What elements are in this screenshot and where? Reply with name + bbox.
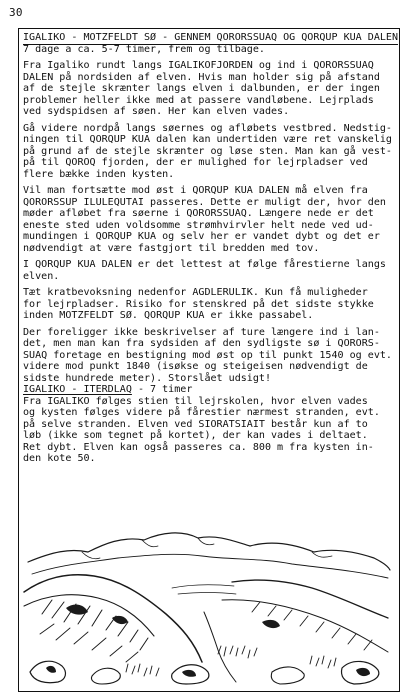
page-number: 30 bbox=[9, 6, 23, 19]
paragraph-6: Der foreligger ikke beskrivelser af ture længere ind i lan- det, men man kan fra sydsiden af den sydligste sø i QORORS- SUAQ foretage en bestigning mod øst op til punkt 1540 og evt. videre mod punkt 1840 (isøkse og steigeisen nødvendigt de sidste hundrede meter). Storslået udsigt! bbox=[23, 326, 392, 384]
route-text bbox=[23, 32, 399, 465]
landscape-sketch-icon bbox=[22, 522, 394, 687]
paragraph-2: Gå videre nordpå langs søernes og afløbets vestbred. Nedstig- ningen til QORQUP KUA dalen kan undertiden være ret vanskelig på grund af de stejle skrænter og løse sten. Man kan gå vest- på til QOROQ fjorden, der er mulighed for lejrpladser ved flere bække inden kysten. bbox=[23, 122, 392, 180]
paragraph-5: Tæt kratbevoksning nedenfor AGDLERULIK. Kun få muligheder for lejrpladser. Risiko for stenskred på det sidste stykke inden MOTZFELDT SØ. QORQUP KUA er ikke passabel. bbox=[23, 287, 374, 321]
section2-title: IGALIKO - ITERDLAQ bbox=[23, 384, 132, 395]
section2-duration: - 7 timer bbox=[131, 384, 193, 395]
paragraph-1: Fra Igaliko rundt langs IGALIKOFJORDEN og ind i QORORSSUAQ DALEN på nordsiden af elven. Hvis man holder sig på afstand af de stejle skrænter langs elven i dalbunden, er der ingen problemer heller ikke med at passere vandløbene. Lejrplads ved sydspidsen af søen. Her kan elven vades. bbox=[23, 60, 380, 117]
section-heading-igaliko-iterdlaq bbox=[23, 384, 395, 396]
paragraph-4: I QORQUP KUA DALEN er det lettest at følge fårestierne langs elven. bbox=[23, 259, 386, 282]
section1-duration: 7 dage a ca. 5-7 timer, frem og tilbage. bbox=[23, 43, 265, 55]
paragraph-3: Vil man fortsætte mod øst i QORQUP KUA DALEN må elven fra QORORSSUP ILULEQUTAI passeres. Dette er muligt der, hvor den møder afløbet fra søerne i QORORSSUAQ. Længere nede er det eneste sted uden voldsomme strømhvirvler helt nede ved ud- mundingen i QORQUP KUA og selv her er vandet dybt og det er nødvendigt at være fastgjort til bredden med tov. bbox=[23, 185, 386, 254]
paragraph-7: Fra IGALIKO følges stien til lejrskolen, hvor elven vades og kysten følges videre på fårestier nærmest stranden, evt. på selve stranden. Elven ved SIORATSIAIT består kun af to løb (ikke som tegnet på kortet), der kan vades i deltaet. Ret dybt. Elven kan også passeres ca. 800 m fra kysten in- den kote 50. bbox=[23, 395, 380, 464]
section-heading-igaliko-motzfeldt: IGALIKO - MOTZFELDT SØ - GENNEM QORORSSUAQ OG QORQUP KUA DALEN bbox=[23, 32, 399, 43]
